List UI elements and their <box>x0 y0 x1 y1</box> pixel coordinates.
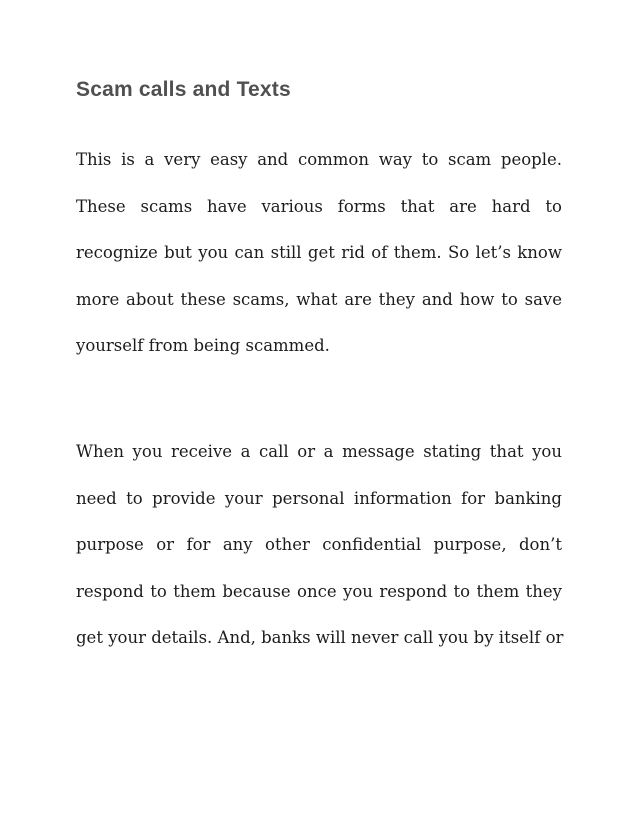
paragraph-line: This is a very easy and common way to scam people. <box>76 150 562 169</box>
paragraph-line: These scams have various forms that are hard to <box>76 196 562 216</box>
paragraph-line: purpose or for any other confidential purpose, don’t <box>76 535 562 554</box>
paragraph-line: need to provide your personal information for banking <box>76 488 562 508</box>
paragraph-intro <box>76 137 562 370</box>
section-heading: Scam calls and Texts <box>76 78 291 101</box>
paragraph-line: When you receive a call or a message stating that you <box>76 442 562 461</box>
paragraph-line: more about these scams, what are they and how to save <box>76 289 562 309</box>
paragraph-line: respond to them because once you respond to them they <box>76 581 562 601</box>
paragraph-advice <box>76 429 562 662</box>
paragraph-line: recognize but you can still get rid of them. So let’s know <box>76 243 562 262</box>
paragraph-line: yourself from being scammed. <box>76 336 330 355</box>
paragraph-line: get your details. And, banks will never call you by itself or <box>76 628 564 647</box>
